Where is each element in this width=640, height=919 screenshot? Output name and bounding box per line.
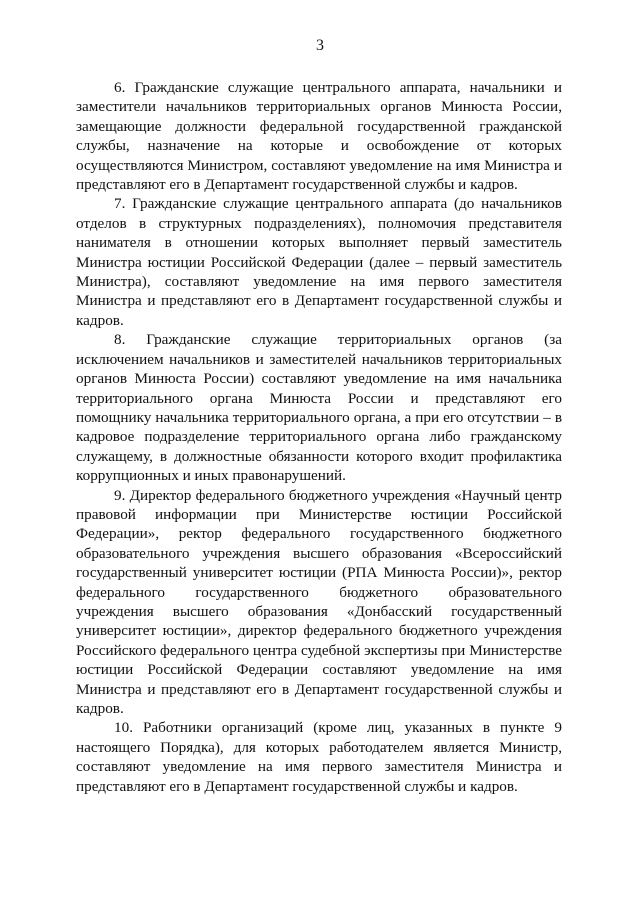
paragraph-6: 6. Гражданские служащие центрального аппарата, начальники и заместители начальников территориальных органов Минюста России, замещающие должности федеральной государственной гражданской службы, назначение на которые и освобождение от которых осуществляются Министром, составляют уведомление на имя Министра и представляют его в Департамент государственной службы и кадров.: [76, 79, 562, 194]
paragraph-10: 10. Работники организаций (кроме лиц, указанных в пункте 9 настоящего Порядка), для которых работодателем является Министр, составляют уведомление на имя первого заместителя Министра и представляют его в Департамент государственной службы и кадров.: [76, 719, 562, 795]
document-body: [76, 78, 562, 796]
paragraph-9: 9. Директор федерального бюджетного учреждения «Научный центр правовой информации при Министерстве юстиции Российской Федерации», ректор федерального государственного бюджетного образовательного учреждения высшего образования «Всероссийский государственный университет юстиции (РПА Минюста России)», ректор федерального государственного бюджетного образовательного учреждения высшего образования «Донбасский государственный университет юстиции», директор федерального бюджетного учреждения Российского федерального центра судебной экспертизы при Министерстве юстиции Российской Федерации составляют уведомление на имя Министра и представляют его в Департамент государственной службы и кадров.: [76, 486, 562, 717]
page-number: 3: [316, 37, 324, 54]
paragraph-8: 8. Гражданские служащие территориальных органов (за исключением начальников и заместителей начальников территориальных органов Минюста России) составляют уведомление на имя начальника территориального органа Минюста России и представляют его помощнику начальника территориального органа, а при его отсутствии – в кадровое подразделение территориального органа либо гражданскому служащему, в должностные обязанности которого входит профилактика коррупционных и иных правонарушений.: [76, 331, 562, 485]
paragraph-7: 7. Гражданские служащие центрального аппарата (до начальников отделов в структурных подразделениях), полномочия представителя нанимателя в отношении которых выполняет первый заместитель Министра юстиции Российской Федерации (далее – первый заместитель Министра), составляют уведомление на имя первого заместителя Министра и представляют его в Департамент государственной службы и кадров.: [76, 195, 562, 329]
